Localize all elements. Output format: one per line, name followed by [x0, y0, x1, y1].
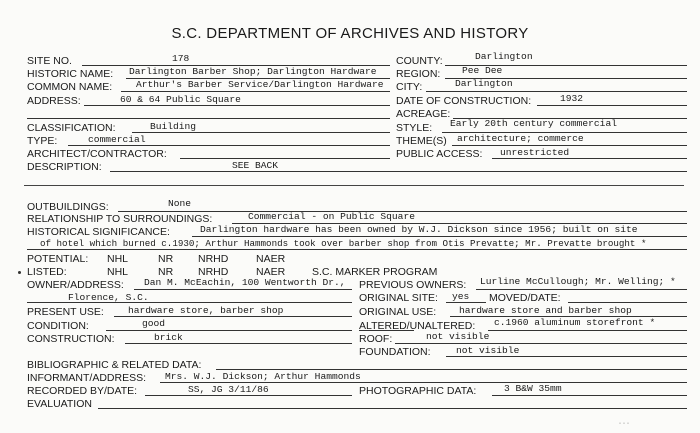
original-site-underline — [446, 302, 486, 303]
address-value: 60 & 64 Public Square — [120, 94, 241, 105]
condition-underline — [106, 330, 352, 331]
condition-value: good — [142, 318, 166, 329]
foundation-underline — [446, 356, 687, 357]
foundation-value: not visible — [456, 345, 520, 356]
themes-label: THEME(S) — [396, 135, 447, 147]
style-label: STYLE: — [396, 122, 433, 134]
owner-address-underline — [134, 289, 352, 290]
construction-value: brick — [154, 332, 183, 343]
historical-significance-underline — [192, 236, 687, 237]
address-label: ADDRESS: — [27, 95, 81, 107]
themes-value: architecture; commerce — [457, 133, 584, 144]
punch-hole-mark — [18, 271, 21, 274]
bibliographic-underline — [216, 369, 687, 370]
historic-name-value: Darlington Barber Shop; Darlington Hardware — [129, 66, 377, 77]
listed-naer: NAER — [256, 266, 286, 278]
outbuildings-label: OUTBUILDINGS: — [27, 201, 109, 213]
previous-owners-value: Lurline McCullough; Mr. Welling; * — [480, 276, 676, 287]
county-label: COUNTY: — [396, 55, 443, 67]
historical-significance-value-2: of hotel which burned c.1930; Arthur Hammonds took over barber shop from Otis Prevatte; Mr. Prevatte brought * — [40, 238, 647, 249]
listed-nrhd: NRHD — [198, 266, 229, 278]
description-label: DESCRIPTION: — [27, 161, 102, 173]
owner-address-value-2: Florence, S.C. — [68, 292, 149, 303]
informant-underline — [160, 382, 687, 383]
address-underline — [84, 105, 390, 106]
owner-address-line-2 — [27, 302, 352, 303]
owner-address-label: OWNER/ADDRESS: — [27, 279, 124, 291]
date-construction-label: DATE OF CONSTRUCTION: — [396, 95, 532, 107]
public-access-underline — [492, 158, 687, 159]
date-construction-value: 1932 — [560, 93, 584, 104]
acreage-label: ACREAGE: — [396, 108, 451, 120]
architect-label: ARCHITECT/CONTRACTOR: — [27, 148, 167, 160]
potential-label: POTENTIAL: — [27, 253, 89, 265]
type-value: commercial — [88, 134, 146, 145]
type-underline — [68, 145, 390, 146]
potential-naer: NAER — [256, 253, 286, 265]
classification-value: Building — [150, 121, 197, 132]
common-name-label: COMMON NAME: — [27, 81, 113, 93]
altered-value: c.1960 aluminum storefront * — [494, 317, 656, 328]
address-extra-line — [27, 118, 390, 119]
evaluation-label: EVALUATION — [27, 398, 92, 410]
architect-underline — [180, 158, 390, 159]
listed-nhl: NHL — [107, 266, 129, 278]
original-use-value: hardware store and barber shop — [459, 305, 632, 316]
recorded-by-value: SS, JG 3/11/86 — [188, 384, 269, 395]
altered-label: ALTERED/UNALTERED: — [359, 320, 476, 332]
listed-label: LISTED: — [27, 266, 67, 278]
historical-significance-line-2 — [27, 249, 687, 250]
public-access-value: unrestricted — [500, 147, 570, 158]
roof-value: not visible — [426, 331, 490, 342]
historical-significance-label: HISTORICAL SIGNIFICANCE: — [27, 226, 170, 238]
description-line-2 — [24, 185, 684, 186]
altered-underline — [488, 330, 687, 331]
form-title: S.C. DEPARTMENT OF ARCHIVES AND HISTORY — [171, 25, 529, 42]
bibliographic-label: BIBLIOGRAPHIC & RELATED DATA: — [27, 359, 202, 371]
photographic-underline — [492, 395, 687, 396]
present-use-underline — [114, 316, 352, 317]
present-use-label: PRESENT USE: — [27, 306, 104, 318]
common-name-value: Arthur's Barber Service/Darlington Hardware — [136, 79, 384, 90]
present-use-value: hardware store, barber shop — [128, 305, 284, 316]
original-use-label: ORIGINAL USE: — [359, 306, 437, 318]
marker-program-label: S.C. MARKER PROGRAM — [312, 266, 438, 278]
city-value: Darlington — [455, 78, 513, 89]
date-construction-underline — [537, 105, 687, 106]
classification-underline — [132, 132, 390, 133]
style-value: Early 20th century commercial — [450, 118, 617, 129]
listed-nr: NR — [158, 266, 174, 278]
site-no-value: 178 — [172, 53, 190, 64]
county-value: Darlington — [475, 51, 533, 62]
informant-value: Mrs. W.J. Dickson; Arthur Hammonds — [165, 371, 361, 382]
outbuildings-value: None — [168, 198, 192, 209]
construction-label: CONSTRUCTION: — [27, 333, 115, 345]
condition-label: CONDITION: — [27, 320, 89, 332]
moved-date-underline — [568, 302, 687, 303]
previous-owners-underline — [476, 289, 687, 290]
original-site-label: ORIGINAL SITE: — [359, 292, 438, 304]
foundation-label: FOUNDATION: — [359, 346, 431, 358]
classification-label: CLASSIFICATION: — [27, 122, 116, 134]
historical-significance-value-1: Darlington hardware has been owned by W.J. Dickson since 1956; built on site — [200, 224, 638, 235]
altered-emphasis-underline — [359, 330, 414, 331]
photographic-value: 3 B&W 35mm — [504, 383, 562, 394]
site-no-label: SITE NO. — [27, 55, 72, 67]
themes-underline — [452, 145, 687, 146]
potential-nrhd: NRHD — [198, 253, 229, 265]
city-label: CITY: — [396, 81, 423, 93]
city-underline — [426, 91, 687, 92]
public-access-label: PUBLIC ACCESS: — [396, 148, 483, 160]
historic-name-label: HISTORIC NAME: — [27, 68, 114, 80]
description-value: SEE BACK — [232, 160, 279, 171]
description-underline — [110, 171, 687, 172]
potential-nhl: NHL — [107, 253, 129, 265]
previous-owners-label: PREVIOUS OWNERS: — [359, 279, 467, 291]
roof-label: ROOF: — [359, 333, 393, 345]
construction-underline — [125, 343, 352, 344]
informant-label: INFORMANT/ADDRESS: — [27, 372, 147, 384]
stray-mark: ˙˙˙ — [618, 422, 630, 431]
owner-address-value-1: Dan M. McEachin, 100 Wentworth Dr., — [144, 277, 346, 288]
region-label: REGION: — [396, 68, 441, 80]
common-name-underline — [121, 91, 390, 92]
region-value: Pee Dee — [462, 65, 503, 76]
roof-underline — [395, 343, 687, 344]
recorded-by-label: RECORDED BY/DATE: — [27, 385, 138, 397]
type-label: TYPE: — [27, 135, 58, 147]
original-site-value: yes — [452, 291, 470, 302]
relationship-value: Commercial - on Public Square — [248, 211, 415, 222]
potential-nr: NR — [158, 253, 174, 265]
recorded-by-underline — [145, 395, 352, 396]
moved-date-label: MOVED/DATE: — [489, 292, 561, 304]
relationship-label: RELATIONSHIP TO SURROUNDINGS: — [27, 213, 213, 225]
evaluation-underline — [98, 408, 687, 409]
photographic-label: PHOTOGRAPHIC DATA: — [359, 385, 477, 397]
